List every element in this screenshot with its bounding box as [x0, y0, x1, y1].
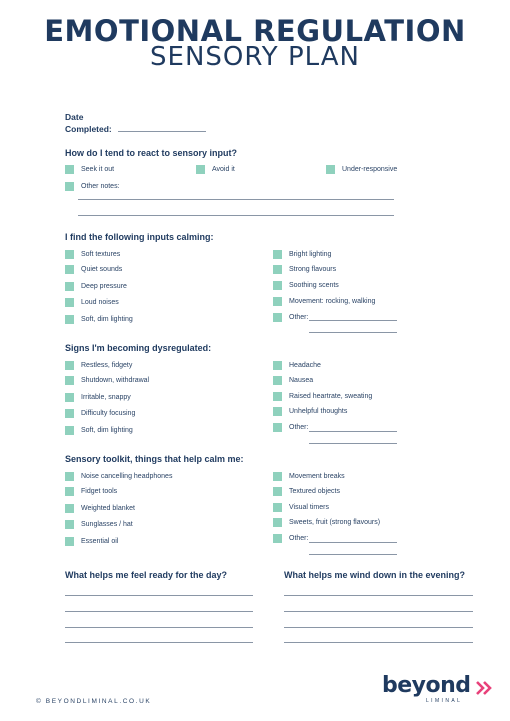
- chevrons-icon: [476, 681, 492, 695]
- toolkit-heading: Sensory toolkit, things that help calm me:: [65, 454, 244, 464]
- other-line[interactable]: [309, 554, 397, 555]
- checkbox[interactable]: [273, 376, 282, 385]
- checkbox[interactable]: [273, 361, 282, 370]
- ready-heading: What helps me feel ready for the day?: [65, 570, 228, 580]
- toolkit-item[interactable]: Sunglasses / hat: [65, 519, 133, 529]
- checkbox[interactable]: [273, 472, 282, 481]
- toolkit-item[interactable]: Movement breaks: [273, 471, 345, 481]
- checkbox[interactable]: [65, 537, 74, 546]
- signs-item[interactable]: Restless, fidgety: [65, 360, 132, 370]
- signs-item-other[interactable]: Other:: [273, 422, 308, 432]
- signs-item[interactable]: Raised heartrate, sweating: [273, 391, 372, 401]
- notes-line[interactable]: [78, 199, 394, 200]
- checkbox[interactable]: [273, 265, 282, 274]
- checkbox[interactable]: [273, 503, 282, 512]
- calming-item[interactable]: Soothing scents: [273, 280, 339, 290]
- toolkit-item[interactable]: Noise cancelling headphones: [65, 471, 172, 481]
- calming-item[interactable]: Quiet sounds: [65, 264, 122, 274]
- toolkit-item[interactable]: Essential oil: [65, 536, 118, 546]
- checkbox[interactable]: [65, 282, 74, 291]
- react-heading: How do I tend to react to sensory input?: [65, 148, 238, 158]
- checkbox[interactable]: [65, 265, 74, 274]
- calming-item-other[interactable]: Other:: [273, 312, 308, 322]
- other-line[interactable]: [309, 320, 397, 321]
- checkbox[interactable]: [65, 315, 74, 324]
- ready-line[interactable]: [65, 642, 253, 643]
- page-subtitle: SENSORY PLAN: [150, 42, 360, 72]
- date-label: Date Completed:: [65, 112, 112, 134]
- checkbox[interactable]: [65, 426, 74, 435]
- checkbox[interactable]: [273, 423, 282, 432]
- checkbox[interactable]: [65, 361, 74, 370]
- calming-item[interactable]: Soft textures: [65, 249, 120, 259]
- checkbox[interactable]: [273, 392, 282, 401]
- react-option-avoid[interactable]: Avoid it: [196, 164, 235, 174]
- checkbox[interactable]: [65, 520, 74, 529]
- toolkit-item-other[interactable]: Other:: [273, 533, 308, 543]
- ready-line[interactable]: [65, 611, 253, 612]
- toolkit-item[interactable]: Textured objects: [273, 486, 340, 496]
- checkbox[interactable]: [65, 504, 74, 513]
- calming-item[interactable]: Deep pressure: [65, 281, 127, 291]
- ready-line[interactable]: [65, 627, 253, 628]
- checkbox[interactable]: [65, 165, 74, 174]
- toolkit-item[interactable]: Weighted blanket: [65, 503, 135, 513]
- signs-item[interactable]: Difficulty focusing: [65, 408, 135, 418]
- signs-item[interactable]: Irritable, snappy: [65, 392, 131, 402]
- date-field[interactable]: [118, 131, 206, 132]
- ready-line[interactable]: [65, 595, 253, 596]
- calming-item[interactable]: Soft, dim lighting: [65, 314, 133, 324]
- checkbox[interactable]: [196, 165, 205, 174]
- checkbox[interactable]: [65, 376, 74, 385]
- checkbox[interactable]: [65, 472, 74, 481]
- copyright-text: © BEYONDLIMINAL.CO.UK: [36, 698, 152, 705]
- checkbox[interactable]: [273, 250, 282, 259]
- toolkit-item[interactable]: Fidget tools: [65, 486, 117, 496]
- winddown-line[interactable]: [284, 627, 473, 628]
- other-line[interactable]: [309, 443, 397, 444]
- logo-wordmark: beyond: [382, 673, 471, 698]
- signs-item[interactable]: Unhelpful thoughts: [273, 406, 347, 416]
- calming-item[interactable]: Loud noises: [65, 297, 119, 307]
- checkbox[interactable]: [273, 313, 282, 322]
- signs-item[interactable]: Shutdown, withdrawal: [65, 375, 149, 385]
- toolkit-item[interactable]: Visual timers: [273, 502, 329, 512]
- react-option-under[interactable]: Under-responsive: [326, 164, 397, 174]
- winddown-line[interactable]: [284, 595, 473, 596]
- page-title: EMOTIONAL REGULATION: [44, 14, 466, 48]
- calming-heading: I find the following inputs calming:: [65, 232, 214, 242]
- checkbox[interactable]: [65, 409, 74, 418]
- other-line[interactable]: [309, 431, 397, 432]
- other-line[interactable]: [309, 542, 397, 543]
- checkbox[interactable]: [65, 182, 74, 191]
- signs-item[interactable]: Headache: [273, 360, 321, 370]
- calming-item[interactable]: Strong flavours: [273, 264, 336, 274]
- checkbox[interactable]: [273, 281, 282, 290]
- react-other-notes[interactable]: Other notes:: [65, 181, 120, 191]
- checkbox[interactable]: [65, 298, 74, 307]
- toolkit-item[interactable]: Sweets, fruit (strong flavours): [273, 517, 380, 527]
- checkbox[interactable]: [273, 487, 282, 496]
- checkbox[interactable]: [65, 393, 74, 402]
- logo-subtext: LIMINAL: [426, 698, 463, 704]
- winddown-heading: What helps me wind down in the evening?: [284, 570, 466, 580]
- checkbox[interactable]: [273, 297, 282, 306]
- checkbox[interactable]: [273, 518, 282, 527]
- checkbox[interactable]: [326, 165, 335, 174]
- checkbox[interactable]: [273, 534, 282, 543]
- react-option-seek[interactable]: Seek it out: [65, 164, 114, 174]
- signs-item[interactable]: Soft, dim lighting: [65, 425, 133, 435]
- other-line[interactable]: [309, 332, 397, 333]
- checkbox[interactable]: [65, 250, 74, 259]
- checkbox[interactable]: [273, 407, 282, 416]
- checkbox[interactable]: [65, 487, 74, 496]
- signs-heading: Signs I'm becoming dysregulated:: [65, 343, 212, 353]
- notes-line[interactable]: [78, 215, 394, 216]
- winddown-line[interactable]: [284, 642, 473, 643]
- brand-logo: [382, 673, 492, 704]
- calming-item[interactable]: Bright lighting: [273, 249, 331, 259]
- signs-item[interactable]: Nausea: [273, 375, 313, 385]
- winddown-line[interactable]: [284, 611, 473, 612]
- calming-item[interactable]: Movement: rocking, walking: [273, 296, 375, 306]
